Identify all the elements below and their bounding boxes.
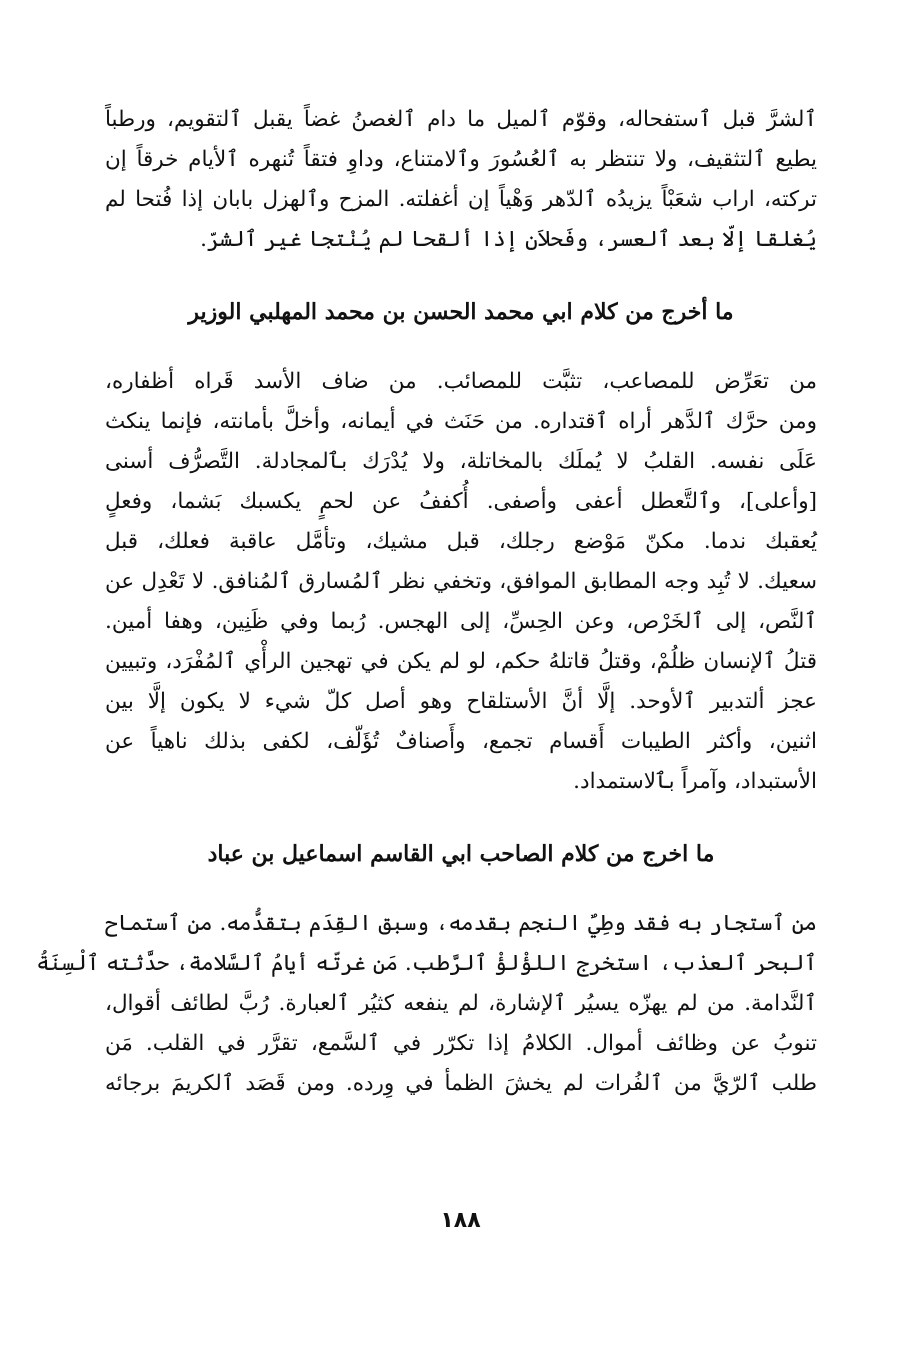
text-line: اثنين، وأكثر الطيبات أَقسام تجمع، وأَصنافٌ تُؤَلّف، لكفى بذلك ناهياً عن (105, 729, 817, 754)
text-line: يُغلقا إلّا بعد ٱلعسر، وفَحلاَن إذا ألقحا لم يُنْتجا غير ٱلشرّ. (200, 227, 817, 252)
text-line: ٱلشرَّ قبل ٱستفحاله، وقوّم ٱلميل ما دام ٱلغصنُ غضاً يقبل ٱلتقويم، ورطباً (105, 107, 817, 132)
paragraph-3 (36, 904, 817, 1104)
text-line: تنوبُ عن وظائف أموال. الكلامُ إذا تكرّر في ٱلسَّمع، تقرَّر في القلب. مَن (105, 1031, 817, 1056)
paragraph-1 (105, 100, 817, 260)
text-line: قتلُ ٱلإنسان ظلُمْ، وقتلُ قاتلهُ حكم، لو لم يكن في تهجين الرأْي ٱلمُفْرَد، وتبيين (105, 649, 817, 674)
section-heading-1: ما أخرج من كلام ابي محمد الحسن بن محمد المهلبي الوزير (188, 299, 734, 325)
text-line: الأستبداد، وآمراً بٱلاستمداد. (573, 769, 817, 794)
text-line: عجز ألتدبير ٱلأوحد. إلَّا أنَّ الأستلقاح وهو أصل كلّ شيء لا يكون إلَّا بين (105, 689, 817, 714)
text-line: ومن حرَّك ٱلدَّهر أراه ٱقتداره. من حَنَث في أيمانه، وأخلَّ بأمانته، فإنما ينكث (105, 409, 817, 434)
section-heading-2: ما اخرج من كلام الصاحب ابي القاسم اسماعيل بن عباد (207, 841, 715, 867)
text-line: طلب ٱلرّيَّ من ٱلفُرات لم يخشَ الظمأ في وِرده. ومن قَصَد ٱلكريمَ برجائه (105, 1071, 817, 1096)
text-line: من تعَرِّض للمصاعب، تثبَّت للمصائب. من ضاف الأسد قَراه أظفاره، (105, 369, 817, 394)
text-line: سعيك. لا تُبِد وجه المطابق الموافق، وتخفي نظر ٱلمُسارق ٱلمُنافق. لا تَعْدِل عن (105, 569, 817, 594)
text-line: ٱلنَّدامة. من لم يهزّه يسيُر ٱلإشارة، لم ينفعه كثيُر ٱلعبارة. رُبَّ لطائف أقوال، (105, 991, 817, 1016)
text-line: من ٱستجار به فقد وطِيٌ النجم بقدمه، وسبق القِدَم بتقدُّمه. من ٱستماح (105, 911, 817, 936)
paragraph-2 (105, 362, 817, 802)
text-line: عَلَى نفسه. القلبُ لا يُملَك بالمخاتلة، ولا يُدْرَك بٱلمجادلة. التَّصرُّف أسنى (105, 449, 817, 474)
text-line: ٱلبحر ٱلعذب، استخرج اللؤْلؤْ ٱلرَّطب. مَن غرتّه أيامُ ٱلسَّلامة، حدَّثته ٱلْسِنَةُ (36, 951, 817, 976)
page-number: ١٨٨ (440, 1208, 481, 1233)
text-line: يطيع ٱلتثقيف، ولا تنتظر به ٱلعُسُورَ وٱلامتناع، وداوِ فتقاً تُنهره ٱلأيام خرقاً إن (105, 147, 817, 172)
text-line: [وأعلى]، وٱلتَّعطل أعفى وأصفى. أُكففُ عن لحمٍ يكسبك بَشما، وفعلٍ (105, 489, 817, 514)
document-page (36, 100, 817, 1104)
text-line: يُعقبك ندما. مكنّ مَوْضع رجلك، قبل مشيك، وتأمَّل عاقبة فعلك، قبل (105, 529, 817, 554)
text-line: ٱلنَّص، إلى ٱلخَرْص، وعن الحِسِّ، إلى الهجس. رُبما وفي ظَنِين، وهفا أمين. (105, 609, 817, 634)
text-line: تركته، اراب شعَبْاً يزيدُه ٱلدّهر وَهْياً إن أغفلته. المزح وٱلهزل بابان إذا فُتحا لم (105, 187, 817, 212)
